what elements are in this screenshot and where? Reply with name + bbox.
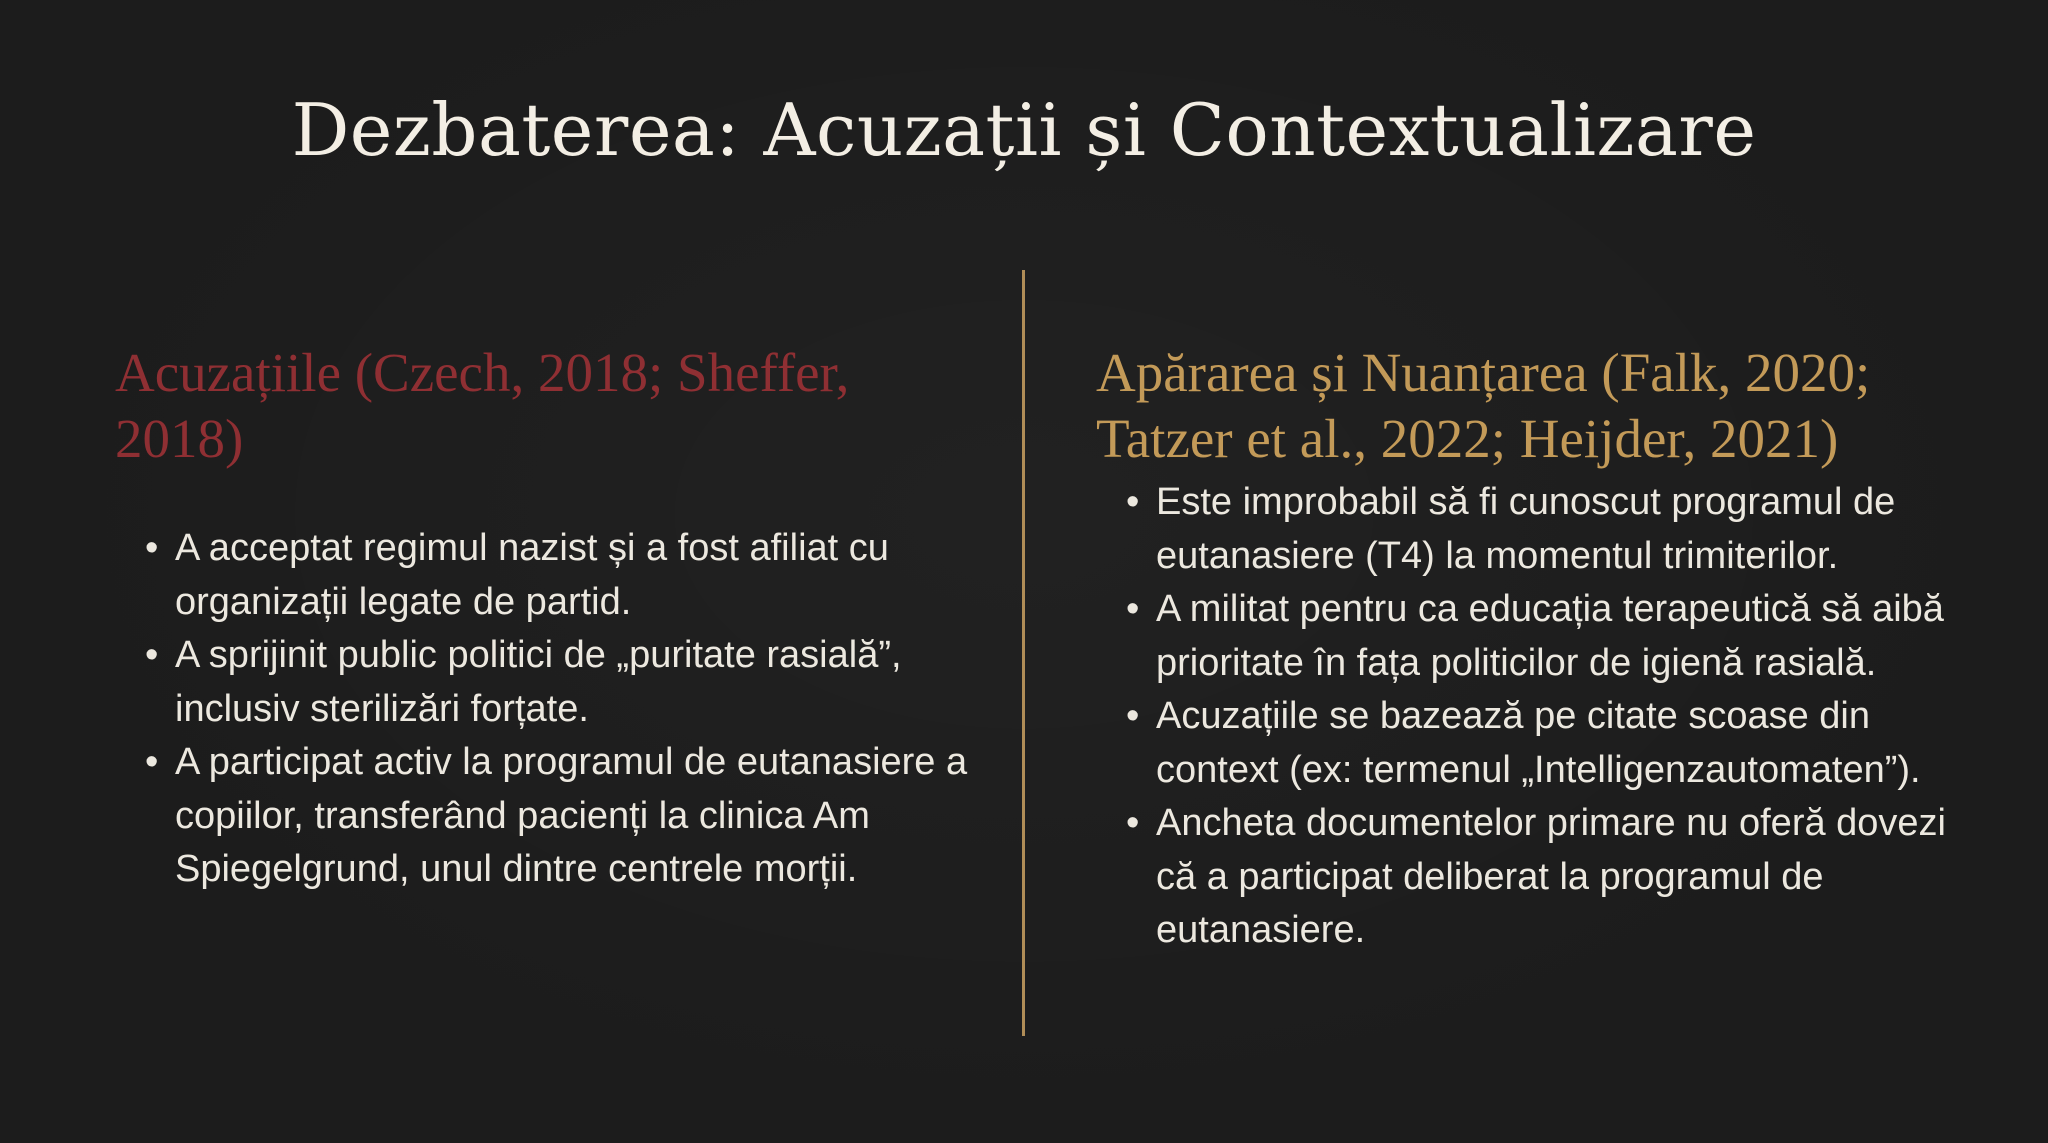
list-item <box>145 522 975 629</box>
bullet-text: A acceptat regimul nazist și a fost afiliat cu organizații legate de partid. <box>175 527 889 623</box>
bullet-icon: • <box>1126 802 1140 844</box>
list-item <box>145 736 975 897</box>
bullet-text: Ancheta documentelor primare nu oferă dovezi că a participat deliberat la programul de eutanasiere. <box>1156 802 1947 951</box>
bullet-text: Acuzațiile se bazează pe citate scoase din context (ex: termenul „Intelligenzautomaten”). <box>1156 695 1921 791</box>
bullet-icon: • <box>1126 695 1140 737</box>
bullet-icon: • <box>145 741 159 783</box>
column-divider <box>1022 270 1025 1036</box>
bullet-icon: • <box>145 634 159 676</box>
bullet-icon: • <box>145 527 159 569</box>
bullet-icon: • <box>1126 588 1140 630</box>
bullet-icon: • <box>1126 481 1140 523</box>
accusations-list <box>145 522 975 897</box>
slide-title: Dezbaterea: Acuzații și Contextualizare <box>291 88 1757 172</box>
list-item <box>1126 583 1976 690</box>
bullet-text: A militat pentru ca educația terapeutică să aibă prioritate în fața politicilor de igienă rasială. <box>1156 588 1944 684</box>
defense-list <box>1126 476 1976 958</box>
list-item <box>1126 797 1976 958</box>
defense-column <box>1096 340 1976 958</box>
bullet-text: Este improbabil să fi cunoscut programul de eutanasiere (T4) la momentul trimiterilor. <box>1156 481 1896 577</box>
list-item <box>145 629 975 736</box>
bullet-text: A sprijinit public politici de „puritate rasială”, inclusiv sterilizări forțate. <box>175 634 902 730</box>
bullet-text: A participat activ la programul de eutanasiere a copiilor, transferând pacienți la clinica Am Spiegelgrund, unul dintre centrele morții. <box>175 741 968 890</box>
list-item <box>1126 476 1976 583</box>
defense-heading: Apărarea și Nuanțarea (Falk, 2020; Tatzer et al., 2022; Heijder, 2021) <box>1096 342 1871 469</box>
accusations-heading: Acuzațiile (Czech, 2018; Sheffer, 2018) <box>115 342 850 469</box>
accusations-column <box>115 340 975 897</box>
list-item <box>1126 690 1976 797</box>
